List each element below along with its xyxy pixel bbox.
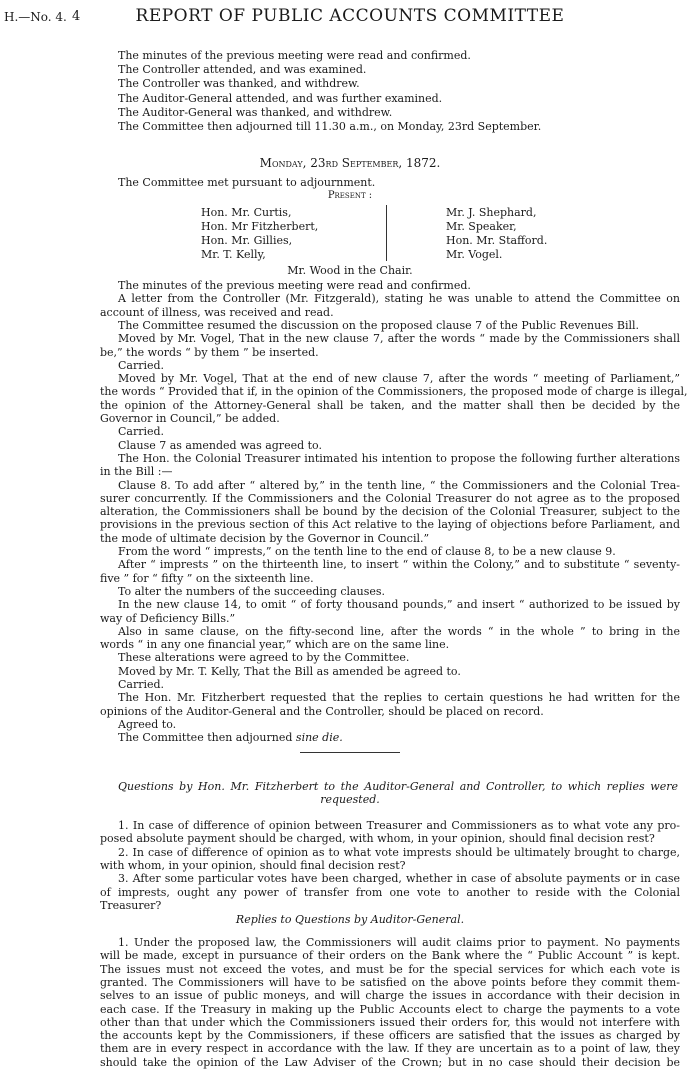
question-line: posed absolute payment should be charged, with whom, in your opinion, should final decision rest?: [100, 832, 655, 846]
reply-line: should take the opinion of the Law Adviser of the Crown; but in no case should their decision be: [100, 1055, 680, 1069]
proceedings-line: alteration, the Commissioners shall be bound by the decision of the Colonial Treasurer, subject to the: [100, 505, 680, 519]
sine-die-phrase: sine die.: [295, 731, 343, 745]
present-member: Hon. Mr. Stafford.: [446, 234, 548, 247]
document-reference: H.—No. 4.: [4, 10, 67, 24]
proceedings-line: Also in same clause, on the fifty-second line, after the words “ in the whole ” to bring in the: [118, 624, 680, 638]
question-line: of imprests, ought any power of transfer from one vote to another to reside with the Colonial: [100, 885, 680, 899]
present-member: Hon. Mr Fitzherbert,: [201, 220, 319, 233]
proceedings-line: in the Bill :—: [100, 465, 173, 479]
questions-heading-line-2: requested.: [320, 793, 380, 806]
proceedings-line: These alterations were agreed to by the Committee.: [118, 651, 410, 665]
question-line: 3. After some particular votes have been charged, whether in case of absolute payments or in case: [118, 872, 680, 886]
page-header: [0, 6, 700, 30]
proceedings-line: To alter the numbers of the succeeding clauses.: [118, 584, 385, 598]
proceedings-line: Moved by Mr. Vogel, That at the end of new clause 7, after the words “ meeting of Parliament,”: [118, 372, 680, 386]
proceedings-line: Governor in Council,” be added.: [100, 412, 280, 425]
intro-line: The Auditor-General attended, and was further examined.: [118, 91, 443, 105]
intro-line: The Committee then adjourned till 11.30 a.m., on Monday, 23rd September.: [118, 120, 542, 133]
proceedings-line: Agreed to.: [118, 717, 177, 731]
proceedings-line: the words “ Provided that if, in the opinion of the Commissioners, the proposed mode of charge is illegal,: [100, 385, 688, 399]
proceedings-line: The Hon. Mr. Fitzherbert requested that the replies to certain questions he had written for the: [118, 691, 680, 705]
present-member: Hon. Mr. Gillies,: [201, 234, 293, 247]
proceedings-line: The Committee resumed the discussion on the proposed clause 7 of the Public Revenues Bill.: [118, 318, 640, 332]
present-member: Hon. Mr. Curtis,: [201, 206, 292, 219]
page-number: 4: [72, 9, 81, 24]
proceedings-line: five ” for “ fifty ” on the sixteenth line.: [100, 571, 314, 585]
proceedings-line: Clause 8. To add after “ altered by,” in the tenth line, “ the Commissioners and the Colonial Trea-: [118, 478, 680, 492]
reply-line: each case. If the Treasury in making up the Public Accounts elect to charge the payments to a vote: [100, 1002, 680, 1016]
intro-line: The Auditor-General was thanked, and withdrew.: [118, 105, 393, 119]
proceedings-line: Carried.: [118, 678, 165, 691]
chair-line: Mr. Wood in the Chair.: [287, 264, 413, 277]
proceedings-line: Moved by Mr. T. Kelly, That the Bill as amended be agreed to.: [118, 664, 461, 678]
meeting-met-line: The Committee met pursuant to adjournment.: [118, 176, 376, 189]
present-member: Mr. T. Kelly,: [201, 248, 266, 261]
proceedings-line: words “ in any one financial year,” which are on the same line.: [100, 638, 450, 652]
page-title: REPORT OF PUBLIC ACCOUNTS COMMITTEE: [135, 6, 565, 26]
present-divider: [386, 205, 387, 261]
proceedings-line: A letter from the Controller (Mr. Fitzgerald), stating he was unable to attend the Committee on: [118, 292, 680, 306]
proceedings-line: In the new clause 14, to omit “ of forty thousand pounds,” and insert “ authorized to be issued by: [118, 598, 680, 612]
proceedings-line: be,” the words “ by them ” be inserted.: [100, 345, 319, 359]
reply-line: will be made, except in pursuance of their orders on the Bank where the “ Public Account ” is kept.: [100, 949, 680, 963]
proceedings-line: the opinion of the Attorney-General shall be taken, and the matter shall then be decided by the: [100, 398, 680, 412]
proceedings-line: the mode of ultimate decision by the Governor in Council.”: [100, 531, 430, 545]
present-member: Mr. Vogel.: [446, 248, 503, 261]
reply-line: the accounts kept by the Commissioners, if these officers are satisfied that the issues as charged by: [100, 1029, 680, 1043]
reply-line: them are in every respect in accordance with the law. If they are uncertain as to a point of law, they: [100, 1042, 680, 1056]
proceedings-line: The Hon. the Colonial Treasurer intimated his intention to propose the following further alterations: [118, 451, 680, 465]
proceedings-line: account of illness, was received and read.: [100, 305, 334, 319]
present-label: Present :: [327, 190, 373, 201]
proceedings-line: Clause 7 as amended was agreed to.: [118, 438, 322, 452]
proceedings-line: opinions of the Auditor-General and the Controller, should be placed on record.: [100, 704, 544, 718]
intro-line: The minutes of the previous meeting were read and confirmed.: [118, 49, 471, 62]
proceedings-line: The Committee then adjourned sine die.: [118, 731, 343, 745]
questions-heading-line-1: Questions by Hon. Mr. Fitzherbert to the Auditor-General and Controller, to which replies were: [118, 780, 678, 793]
present-member: Mr. J. Shephard,: [446, 206, 537, 219]
replies-heading: Replies to Questions by Auditor-General.: [235, 913, 465, 926]
question-line: 1. In case of difference of opinion between Treasurer and Commissioners as to what vote any pro-: [118, 819, 680, 832]
proceedings-line: The minutes of the previous meeting were read and confirmed.: [118, 279, 471, 292]
question-line: Treasurer?: [100, 898, 162, 912]
question-line: 2. In case of difference of opinion as to what vote imprests should be ultimately brought to charge,: [118, 845, 680, 859]
question-line: with whom, in your opinion, should final decision rest?: [100, 858, 406, 872]
proceedings-line: provisions in the previous section of this Act relative to the laying of objections before Parliament, and: [100, 518, 680, 532]
reply-line: granted. The Commissioners will have to be satisfied on the above points before they commit them-: [100, 975, 680, 989]
reply-line: selves to an issue of public moneys, and will charge the issues in accordance with their decision in: [100, 989, 680, 1003]
intro-line: The Controller attended, and was examined.: [118, 63, 367, 77]
present-member: Mr. Speaker,: [446, 220, 517, 233]
section-divider: [300, 752, 400, 753]
reply-line: 1. Under the proposed law, the Commissioners will audit claims prior to payment. No payments: [118, 936, 680, 949]
intro-line: The Controller was thanked, and withdrew.: [118, 77, 360, 91]
meeting-date: Monday, 23rd September, 1872.: [259, 156, 441, 170]
proceedings-line: surer concurrently. If the Commissioners and the Colonial Treasurer do not agree as to the proposed: [100, 491, 680, 505]
proceedings-line: Carried.: [118, 425, 165, 439]
proceedings-line: way of Deficiency Bills.”: [100, 611, 236, 625]
reply-line: other than that under which the Commissioners issued their orders for, this would not interfere with: [100, 1015, 680, 1029]
proceedings-line: Carried.: [118, 358, 165, 372]
proceedings-line: From the word “ imprests,” on the tenth line to the end of clause 8, to be a new clause 9.: [118, 545, 616, 558]
proceedings-line: Moved by Mr. Vogel, That in the new clause 7, after the words “ made by the Commissioners shall: [118, 332, 680, 346]
reply-line: The issues must not exceed the votes, and must be for the special services for which each vote is: [100, 962, 680, 976]
proceedings-line: After “ imprests ” on the thirteenth line, to insert “ within the Colony,” and to substitute “ seventy-: [118, 558, 680, 572]
